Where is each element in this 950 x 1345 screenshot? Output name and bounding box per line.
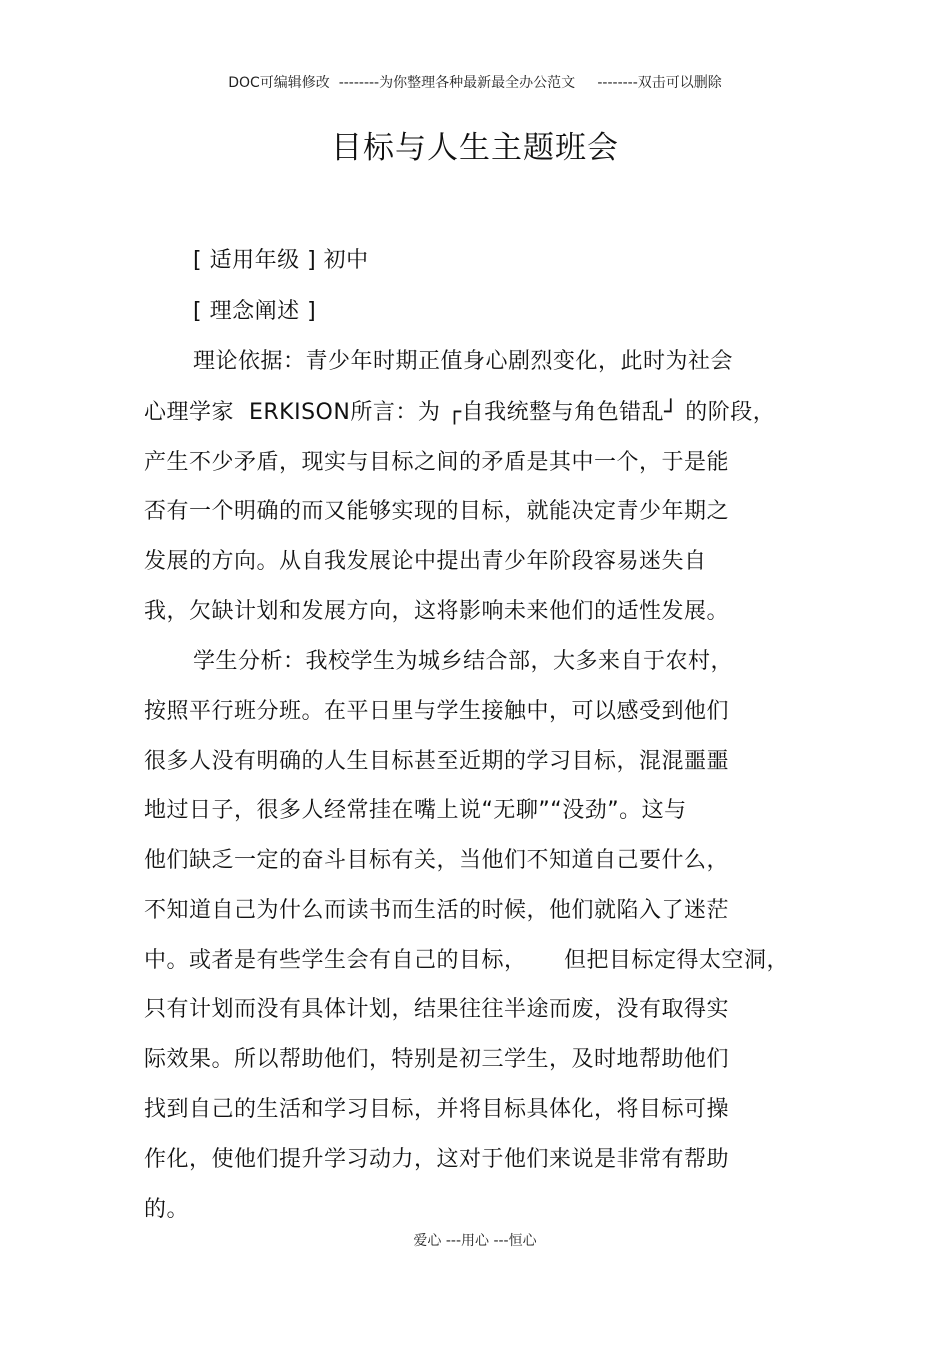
- paragraph2-line: 作化，使他们提升学习动力，这对于他们来说是非常有帮助: [144, 1147, 730, 1172]
- page-footer: 爱心 ---用心 ---恒心: [413, 1233, 537, 1249]
- paragraph2-line: 找到自己的生活和学习目标，并将目标具体化，将目标可操: [144, 1097, 730, 1122]
- paragraph1-line: 理论依据：青少年时期正值身心剧烈变化，此时为社会: [193, 349, 734, 374]
- paragraph2-line: 按照平行班分班。在平日里与学生接触中，可以感受到他们: [144, 699, 730, 724]
- grade-line: [ 适用年级 ] 初中: [193, 248, 369, 273]
- paragraph1-line: 心理学家 ERKISON所言：为 ┌自我统整与角色错乱┘ 的阶段，: [144, 400, 776, 425]
- paragraph2-line: 中。或者是有些学生会有自己的目标， 但把目标定得太空洞，: [144, 948, 789, 973]
- paragraph2-line: 的。: [144, 1197, 190, 1222]
- page-header: DOC可编辑修改 --------为你整理各种最新最全办公范文 --------双击可以删除: [228, 75, 722, 91]
- concept-heading: [ 理念阐述 ]: [193, 299, 317, 324]
- document-title: 目标与人生主题班会: [331, 130, 619, 166]
- paragraph1-line: 我，欠缺计划和发展方向，这将影响未来他们的适性发展。: [144, 599, 730, 624]
- paragraph2-line: 学生分析：我校学生为城乡结合部，大多来自于农村，: [193, 649, 734, 674]
- paragraph1-line: 发展的方向。从自我发展论中提出青少年阶段容易迷失自: [144, 549, 707, 574]
- paragraph2-line: 地过日子，很多人经常挂在嘴上说“无聊”“没劲”。这与: [144, 798, 687, 823]
- paragraph1-line: 否有一个明确的而又能够实现的目标，就能决定青少年期之: [144, 499, 730, 524]
- paragraph2-line: 际效果。所以帮助他们，特别是初三学生，及时地帮助他们: [144, 1047, 730, 1072]
- paragraph2-line: 他们缺乏一定的奋斗目标有关，当他们不知道自己要什么，: [144, 848, 730, 873]
- paragraph2-line: 只有计划而没有具体计划，结果往往半途而废，没有取得实: [144, 997, 730, 1022]
- paragraph2-line: 不知道自己为什么而读书而生活的时候，他们就陷入了迷茫: [144, 898, 730, 923]
- paragraph1-line: 产生不少矛盾，现实与目标之间的矛盾是其中一个，于是能: [144, 450, 730, 475]
- paragraph2-line: 很多人没有明确的人生目标甚至近期的学习目标，混混噩噩: [144, 749, 730, 774]
